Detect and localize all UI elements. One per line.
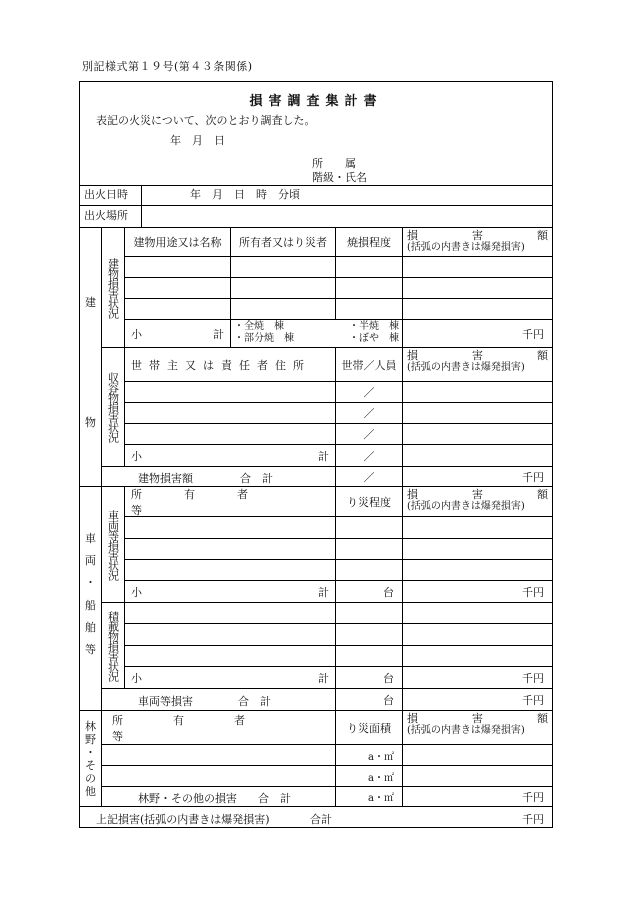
building-head-char-1: 建	[85, 296, 96, 309]
cargo-damage-side-label: 積載物損害状況	[102, 603, 125, 689]
status-partial-burn: ・部分焼 棟	[234, 333, 294, 344]
building-total-amount: 千円	[403, 467, 552, 487]
affiliation-label: 所属	[312, 157, 378, 170]
damage-survey-sheet	[79, 81, 553, 828]
contents-row-3-amount[interactable]	[403, 424, 552, 445]
vehicle-row-1-owner[interactable]	[125, 517, 336, 539]
building-burn-status	[231, 320, 403, 348]
forest-section-head: 林 野 ・ そ の 他	[80, 711, 102, 807]
vehicle-row-3-owner[interactable]	[125, 560, 336, 581]
contents-row-3-household[interactable]: ／	[336, 424, 403, 445]
col-vehicle-degree: り災程度	[336, 487, 403, 517]
vehicle-row-2-owner[interactable]	[125, 539, 336, 560]
building-row-3-use[interactable]	[125, 299, 231, 320]
forest-damage-amount-header: 損 害 額 (括弧の内書きは爆発損害)	[403, 711, 552, 745]
fire-datetime-label: 出火日時	[80, 185, 142, 205]
building-total-label: 建物損害額 合 計	[102, 467, 336, 487]
vehicle-row-1-degree[interactable]	[336, 517, 403, 539]
cargo-subtotal-amount: 千円	[403, 667, 552, 689]
fire-datetime-row	[80, 185, 552, 206]
contents-row-3-person[interactable]	[125, 424, 336, 445]
building-row-2-degree[interactable]	[336, 278, 403, 299]
building-section-head	[80, 228, 102, 487]
vehicle-subtotal-amount: 千円	[403, 581, 552, 603]
building-row-3-amount[interactable]	[403, 299, 552, 320]
vehicle-total-count: 台	[336, 689, 403, 711]
cargo-row-2-degree[interactable]	[336, 624, 403, 646]
building-row-1-owner[interactable]	[231, 257, 336, 278]
building-row-2-use[interactable]	[125, 278, 231, 299]
col-household-persons: 世帯／人員	[336, 348, 403, 382]
sheet-header	[80, 82, 552, 186]
vehicle-damage-amount-header: 損 害 額 (括弧の内書きは爆発損害)	[403, 487, 552, 517]
vehicle-row-3-amount[interactable]	[403, 560, 552, 581]
page-title: 損害調査集計書	[249, 94, 383, 109]
col-forest-owner: 所有者等	[102, 711, 336, 745]
vehicle-row-2-amount[interactable]	[403, 539, 552, 560]
intro-text: 表記の火災について、次のとおり調査した。	[96, 114, 316, 127]
building-row-3-owner[interactable]	[231, 299, 336, 320]
damage-amount-header: 損 害 額 (括弧の内書きは爆発損害)	[403, 228, 552, 257]
fire-datetime-value: 年 月 日 時 分頃	[190, 188, 300, 201]
vehicle-row-3-degree[interactable]	[336, 560, 403, 581]
contents-row-1-amount[interactable]	[403, 382, 552, 403]
cargo-row-1-amount[interactable]	[403, 603, 552, 624]
cargo-subtotal-count: 台	[336, 667, 403, 689]
cargo-row-3-amount[interactable]	[403, 646, 552, 667]
cargo-subtotal-label: 小 計	[125, 667, 336, 689]
building-total-household: ／	[336, 467, 403, 487]
col-owner-victim: 所有者又はり災者	[231, 228, 336, 257]
contents-row-2-amount[interactable]	[403, 403, 552, 424]
fire-place-row	[80, 206, 552, 228]
cargo-row-1-degree[interactable]	[336, 603, 403, 624]
forest-row-1-owner[interactable]	[102, 745, 336, 766]
building-subtotal-label: 小 計	[125, 320, 231, 348]
grand-total-sum-label: 合計	[310, 813, 332, 826]
grand-total-amount: 千円	[522, 813, 544, 826]
contents-subtotal-amount	[403, 445, 552, 467]
forest-row-2-area[interactable]: a・㎡	[336, 766, 403, 787]
contents-row-1-household[interactable]: ／	[336, 382, 403, 403]
grand-total-label: 上記損害(括弧の内書きは爆発損害)	[96, 813, 270, 826]
grand-total-row	[80, 807, 552, 827]
building-row-2-owner[interactable]	[231, 278, 336, 299]
status-full-burn: ・全焼 棟	[234, 321, 284, 332]
cargo-row-2-amount[interactable]	[403, 624, 552, 646]
contents-subtotal-household: ／	[336, 445, 403, 467]
vehicle-row-1-amount[interactable]	[403, 517, 552, 539]
col-building-use: 建物用途又は名称	[125, 228, 231, 257]
cargo-row-3-owner[interactable]	[125, 646, 336, 667]
forest-row-2-owner[interactable]	[102, 766, 336, 787]
col-burn-degree: 焼損程度	[336, 228, 403, 257]
rank-name-label: 階級・氏名	[312, 171, 367, 184]
col-forest-area: り災面積	[336, 711, 403, 745]
forest-row-1-area[interactable]: a・㎡	[336, 745, 403, 766]
status-bya: ・ぼや 棟	[349, 333, 399, 344]
forest-row-2-amount[interactable]	[403, 766, 552, 787]
vehicle-damage-side-label: 車両等損害状況	[102, 487, 125, 603]
contents-row-2-household[interactable]: ／	[336, 403, 403, 424]
cargo-row-2-owner[interactable]	[125, 624, 336, 646]
forest-total-area: a・㎡	[336, 787, 403, 807]
forest-total-label: 林野・その他の損害 合 計	[102, 787, 336, 807]
vehicle-row-2-degree[interactable]	[336, 539, 403, 560]
building-row-3-degree[interactable]	[336, 299, 403, 320]
fire-place-label: 出火場所	[80, 206, 142, 227]
building-row-2-amount[interactable]	[403, 278, 552, 299]
vehicle-section-head: 車 両 ・ 船 舶 等	[80, 487, 102, 711]
contents-damage-side-label: 収容物損害状況	[102, 348, 125, 467]
col-vehicle-owner: 所有者等	[125, 487, 336, 517]
cargo-row-1-owner[interactable]	[125, 603, 336, 624]
vehicle-total-amount: 千円	[403, 689, 552, 711]
contents-row-1-person[interactable]	[125, 382, 336, 403]
vehicle-subtotal-label: 小 計	[125, 581, 336, 603]
forest-row-1-amount[interactable]	[403, 745, 552, 766]
building-row-1-amount[interactable]	[403, 257, 552, 278]
vehicle-subtotal-count: 台	[336, 581, 403, 603]
building-subtotal-amount: 千円	[403, 320, 552, 348]
building-row-1-use[interactable]	[125, 257, 231, 278]
contents-subtotal-label: 小 計	[125, 445, 336, 467]
contents-damage-amount-header: 損 害 額 (括弧の内書きは爆発損害)	[403, 348, 552, 382]
form-number: 別記様式第１９号(第４３条関係)	[82, 60, 253, 73]
cargo-row-3-degree[interactable]	[336, 646, 403, 667]
forest-total-amount: 千円	[403, 787, 552, 807]
building-head-char-2: 物	[85, 416, 96, 429]
building-row-1-degree[interactable]	[336, 257, 403, 278]
vehicle-total-label: 車両等損害 合 計	[102, 689, 336, 711]
status-half-burn: ・半焼 棟	[349, 321, 399, 332]
building-damage-side-label: 建物損害状況	[102, 228, 125, 348]
col-householder: 世帯主又は責任者住所	[125, 348, 336, 382]
contents-row-2-person[interactable]	[125, 403, 336, 424]
report-date: 年 月 日	[170, 134, 225, 147]
